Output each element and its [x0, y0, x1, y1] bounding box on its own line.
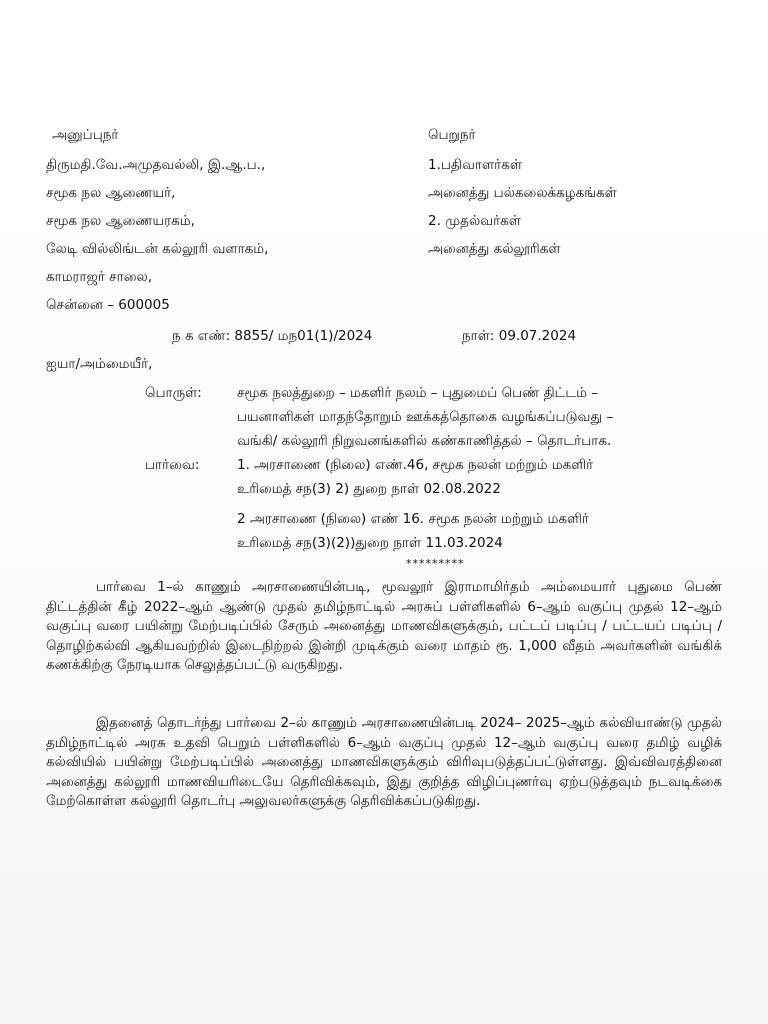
salutation: ஐயா/அம்மையீர், [46, 356, 153, 372]
letter-date: நாள்: 09.07.2024 [462, 328, 577, 344]
subject-label: பொருள்: [145, 385, 202, 401]
recipient-line: 1.பதிவாளர்கள் [428, 157, 523, 173]
subject-line: பயனாளிகள் மாதந்தோறும் ஊக்கத்தொகை வழங்கப்படுவது – [237, 409, 614, 425]
reference-item-line: 2 அரசாணை (நிலை) எண் 16. சமூக நலன் மற்றும் மகளிர் [237, 511, 589, 527]
references-label: பார்வை: [145, 457, 200, 473]
subject-line: சமூக நலத்துறை – மகளிர் நலம் – புதுமைப் பெண் திட்டம் – [237, 385, 599, 401]
body-paragraph: பார்வை 1–ல் காணும் அரசாணையின்படி, மூவலூர் இராமாமிர்தம் அம்மையார் புதுமை பெண் திட்டத்தின் கீழ் 2022–ஆம் ஆண்டு முதல் தமிழ்நாட்டில் அரசுப் பள்ளிகளில் 6–ஆம் வகுப்பு முதல் 12–ஆம் வகுப்பு வரை பயின்று மேற்படிப்பில் சேரும் அனைத்து மாணவிகளுக்கும், பட்டப் படிப்பு / பட்டயப் படிப்பு / தொழிற்கல்வி ஆகியவற்றில் இடைநிற்றல் இன்றி முடிக்கும் வரை மாதம் ரூ. 1,000 வீதம் அவர்களின் வங்கிக் கணக்கிற்கு நேரடியாக செலுத்தப்பட்டு வருகிறது. [46, 579, 722, 673]
subject-line: வங்கி/ கல்லூரி நிறுவனங்களில் கண்காணித்தல் – தொடர்பாக. [237, 433, 612, 449]
recipient-heading: பெறுநர் [428, 127, 476, 143]
body-paragraph: இதனைத் தொடர்ந்து பார்வை 2–ல் காணும் அரசாணையின்படி 2024– 2025–ஆம் கல்வியாண்டு முதல் தமிழ்நாட்டில் அரசு உதவி பெறும் பள்ளிகளில் 6–ஆம் வகுப்பு முதல் 12–ஆம் வகுப்பு வரை தமிழ் வழிக் கல்வியில் பயின்று மேற்படிப்பில் அனைத்து மாணவிகளுக்கும் விரிவுபடுத்தப்பட்டுள்ளது. இவ்விவரத்தினை அனைத்து கல்லூரி மாணவியரிடையே தெரிவிக்கவும், இது குறித்த விழிப்புணர்வு ஏற்படுத்தவும் நடவடிக்கை மேற்கொள்ள கல்லூரி தொடர்பு அலுவலர்களுக்கு தெரிவிக்கப்படுகிறது. [46, 715, 722, 809]
recipient-line: அனைத்து பல்கலைக்கழகங்கள் [428, 185, 617, 201]
sender-line: சென்னை – 600005 [46, 297, 170, 313]
sender-line: திருமதி.வே.அமுதவல்லி, இ.ஆ.ப., [46, 157, 266, 173]
sender-line: சமூக நல ஆணையர், [46, 185, 176, 201]
reference-item-line: 1. அரசாணை (நிலை) எண்.46, சமூக நலன் மற்றும் மகளிர் [237, 457, 594, 473]
reference-item-line: உரிமைத் சந(3) 2) துறை நாள் 02.08.2022 [237, 481, 501, 497]
recipient-line: 2. முதல்வர்கள் [428, 213, 521, 229]
reference-item-line: உரிமைத் சந(3)(2))துறை நாள் 11.03.2024 [237, 535, 503, 551]
sender-line: சமூக நல ஆணையரகம், [46, 213, 195, 229]
sender-line: லேடி வில்லிங்டன் கல்லூரி வளாகம், [46, 241, 269, 257]
separator-stars: ********* [406, 557, 465, 570]
sender-line: காமராஜர் சாலை, [46, 269, 152, 285]
recipient-line: அனைத்து கல்லூரிகள் [428, 241, 561, 257]
sender-heading: அனுப்புநர் [52, 127, 119, 143]
reference-number: ந க எண்: 8855/ மந01(1)/2024 [172, 328, 373, 344]
